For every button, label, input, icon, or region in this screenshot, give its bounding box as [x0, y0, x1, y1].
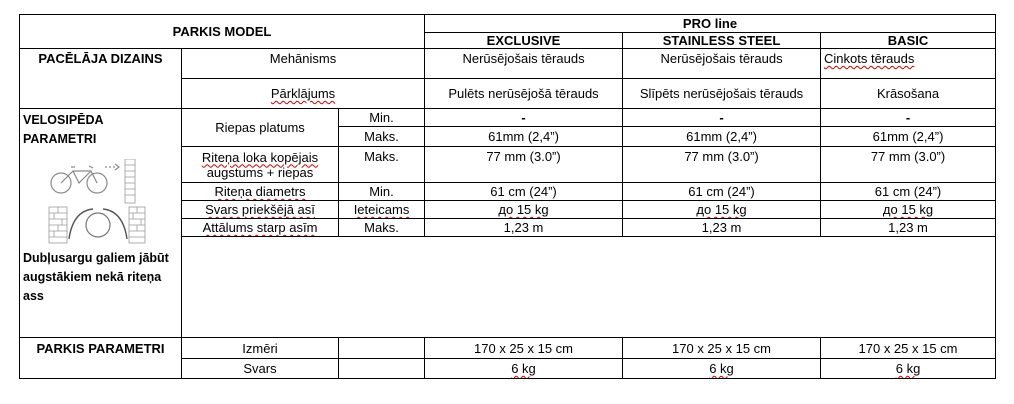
rim-height-qualifier: Maks.: [339, 147, 425, 183]
variant-exclusive: EXCLUSIVE: [425, 33, 623, 49]
variant-basic: BASIC: [821, 33, 996, 49]
wheelbase-basic: 1,23 m: [821, 219, 996, 237]
parkis-params-label: PARKIS PARAMETRI: [20, 338, 182, 379]
header-row-1: [20, 15, 996, 33]
variant-stainless-steel: STAINLESS STEEL: [623, 33, 821, 49]
front-axle-weight-basic: до 15 kg: [821, 201, 996, 219]
tire-width-min-basic: -: [821, 109, 996, 127]
dimensions-qualifier: [339, 338, 425, 359]
coating-basic: Krāsošana: [821, 79, 996, 109]
fender-note: Dubļusargu galiem jābūt augstākiem nekā riteņa ass: [23, 251, 169, 303]
bike-params-label: VELOSIPĒDA PARAMETRI: [23, 113, 104, 146]
tire-width-min-qualifier: Min.: [339, 109, 425, 127]
model-header: PARKIS MODEL: [20, 15, 425, 49]
bike-rack-illustration: [47, 159, 147, 245]
wheel-diameter-basic: 61 cm (24”): [821, 183, 996, 201]
weight-basic: 6 kg: [821, 359, 996, 379]
wheel-diameter-qualifier: Min.: [339, 183, 425, 201]
weight-qualifier: [339, 359, 425, 379]
dimensions-stainless: 170 x 25 x 15 cm: [623, 338, 821, 359]
rim-height-exclusive: 77 mm (3.0”): [425, 147, 623, 183]
coating-label: Pārklājums: [182, 79, 425, 109]
tire-width-max-qualifier: Maks.: [339, 127, 425, 147]
coating-exclusive: Pulēts nerūsējošā tērauds: [425, 79, 623, 109]
mechanism-exclusive: Nerūsējošais tērauds: [425, 49, 623, 79]
tire-width-min-stainless: -: [623, 109, 821, 127]
lift-design-label: PACĒLĀJA DIZAINS: [20, 49, 182, 109]
dimensions-exclusive: 170 x 25 x 15 cm: [425, 338, 623, 359]
wheelbase-stainless: 1,23 m: [623, 219, 821, 237]
rim-height-label: Riteņa loka kopējais augstums + riepas: [182, 147, 339, 183]
front-axle-weight-qualifier: Ieteicams: [339, 201, 425, 219]
weight-label: Svars: [182, 359, 339, 379]
rim-height-stainless: 77 mm (3.0”): [623, 147, 821, 183]
mechanism-row: [20, 49, 996, 79]
tire-width-max-basic: 61mm (2,4”): [821, 127, 996, 147]
wheel-diameter-stainless: 61 cm (24”): [623, 183, 821, 201]
tire-width-max-stainless: 61mm (2,4”): [623, 127, 821, 147]
dimensions-row: [20, 338, 996, 359]
mechanism-basic: Cinkots tērauds: [821, 49, 996, 79]
dimensions-label: Izmēri: [182, 338, 339, 359]
weight-exclusive: 6 kg: [425, 359, 623, 379]
front-axle-weight-stainless: до 15 kg: [623, 201, 821, 219]
mechanism-stainless: Nerūsējošais tērauds: [623, 49, 821, 79]
wheelbase-qualifier: Maks.: [339, 219, 425, 237]
rim-height-basic: 77 mm (3.0”): [821, 147, 996, 183]
front-axle-weight-label: Svars priekšējā asī: [182, 201, 339, 219]
bike-params-cell: [20, 109, 182, 338]
empty-area: [182, 237, 996, 338]
tire-width-max-exclusive: 61mm (2,4”): [425, 127, 623, 147]
tire-width-label: Riepas platums: [182, 109, 339, 147]
weight-stainless: 6 kg: [623, 359, 821, 379]
wheel-diameter-label: Riteņa diametrs: [182, 183, 339, 201]
dimensions-basic: 170 x 25 x 15 cm: [821, 338, 996, 359]
line-header: PRO line: [425, 15, 996, 33]
coating-stainless: Slīpēts nerūsējošais tērauds: [623, 79, 821, 109]
tire-width-min-row: [20, 109, 996, 127]
wheel-diameter-exclusive: 61 cm (24”): [425, 183, 623, 201]
wheelbase-label: Attālums starp asīm: [182, 219, 339, 237]
tire-width-min-exclusive: -: [425, 109, 623, 127]
wheelbase-exclusive: 1,23 m: [425, 219, 623, 237]
spec-table: [19, 14, 996, 379]
mechanism-label: Mehānisms: [182, 49, 425, 79]
front-axle-weight-exclusive: до 15 kg: [425, 201, 623, 219]
